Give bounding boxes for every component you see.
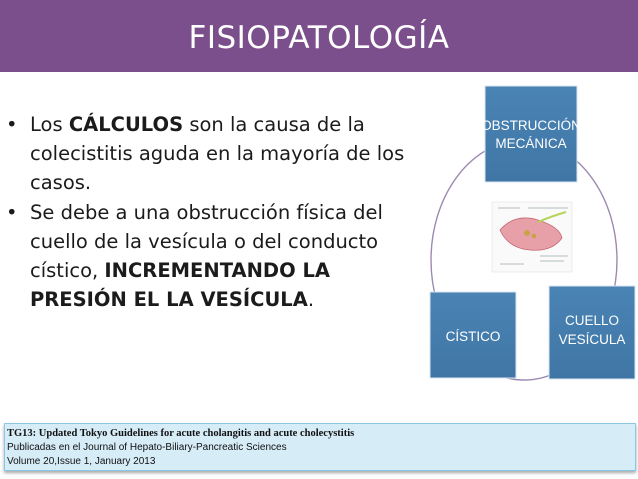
box-cistico bbox=[430, 292, 516, 378]
box-label-line: CÍSTICO bbox=[445, 329, 501, 344]
box-obstruccion-mecanica bbox=[481, 86, 581, 182]
bullet-text: son la causa de la colecistitis aguda en la mayoría de los casos. bbox=[30, 113, 405, 194]
cycle-diagram bbox=[420, 80, 638, 415]
citation-volume: Volume 20,Issue 1, January 2013 bbox=[7, 456, 156, 467]
box-label-line: MECÁNICA bbox=[495, 136, 567, 151]
bullet-list bbox=[6, 110, 426, 315]
box-label-line: OBSTRUCCIÓN bbox=[481, 118, 581, 133]
slide-title: FISIOPATOLOGÍA bbox=[188, 20, 450, 56]
bullet-bold-text: CÁLCULOS bbox=[68, 113, 184, 136]
box-label-line: CUELLO bbox=[564, 313, 620, 328]
box-cuello-vesicula bbox=[549, 286, 635, 379]
bullet-text: Los bbox=[30, 113, 69, 136]
bullet-bold-text: INCREMENTANDO LA PRESIÓN EL LA VESÍCULA bbox=[30, 259, 330, 311]
bullet-mark: • bbox=[6, 201, 18, 224]
citation-box bbox=[4, 423, 636, 471]
bullet-item bbox=[6, 110, 426, 197]
bullet-item bbox=[6, 198, 426, 314]
box-label-line: VESÍCULA bbox=[558, 332, 626, 347]
anatomy-illustration bbox=[492, 202, 572, 272]
citation-title: TG13: Updated Tokyo Guidelines for acute cholangitis and acute cholecystitis bbox=[7, 428, 355, 439]
bullet-mark: • bbox=[6, 113, 18, 136]
citation-journal: Publicadas en el Journal of Hepato-Biliary-Pancreatic Sciences bbox=[7, 442, 287, 453]
bullet-text: . bbox=[307, 288, 315, 311]
bullet-text: Se debe a una obstrucción física del cuello de la vesícula o del conducto cístico, bbox=[30, 201, 383, 282]
